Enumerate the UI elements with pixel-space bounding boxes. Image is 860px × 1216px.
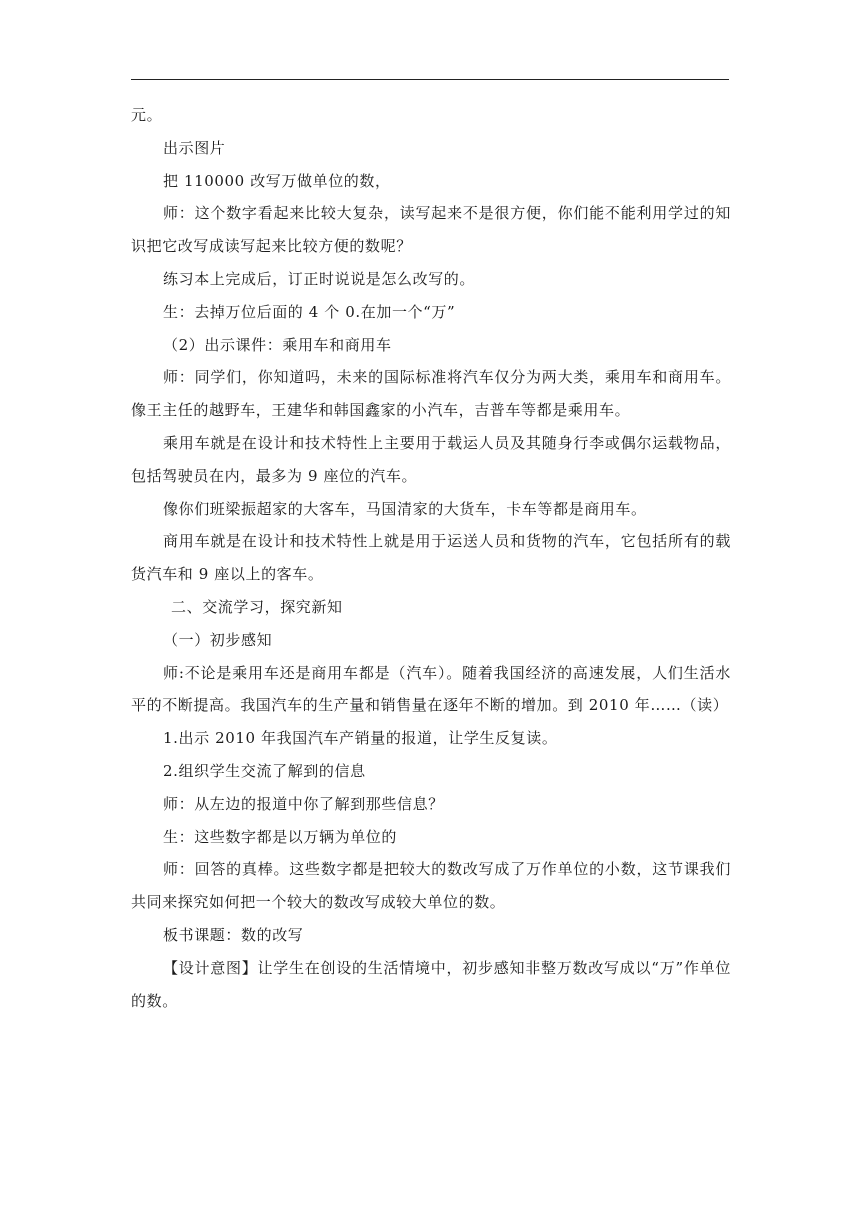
paragraph: 生：去掉万位后面的 4 个 0.在加一个“万” [163, 302, 456, 321]
design-intent-paragraph: 【设计意图】让学生在创设的生活情境中，初步感知非整万数改写成以“万”作单位的数。 [131, 958, 731, 1010]
paragraph: 把 110000 改写万做单位的数， [163, 171, 391, 190]
paragraph: 师：回答的真棒。这些数字都是把较大的数改写成了万作单位的小数，这节课我们共同来探究如何把一个较大的数改写成较大单位的数。 [131, 860, 731, 912]
paragraph: 师：从左边的报道中你了解到那些信息？ [163, 794, 444, 813]
paragraph: 板书课题：数的改写 [163, 925, 304, 944]
subsection-heading: （一）初步感知 [163, 630, 273, 649]
paragraph: 2.组织学生交流了解到的信息 [163, 761, 366, 780]
header-rule [131, 79, 729, 80]
paragraph: 生：这些数字都是以万辆为单位的 [163, 827, 398, 846]
paragraph: 师：同学们，你知道吗，未来的国际标准将汽车仅分为两大类，乘用车和商用车。像王主任的越野车，王建华和韩国鑫家的小汽车，吉普车等都是乘用车。 [131, 368, 731, 420]
paragraph: 师:不论是乘用车还是商用车都是（汽车）。随着我国经济的高速发展，人们生活水平的不断提高。我国汽车的生产量和销售量在逐年不断的增加。到 2010 年……（读） [131, 663, 731, 715]
paragraph: 乘用车就是在设计和技术特性上主要用于载运人员及其随身行李或偶尔运载物品，包括驾驶员在内，最多为 9 座位的汽车。 [131, 433, 731, 485]
paragraph: 元。 [131, 106, 163, 124]
paragraph: 出示图片 [163, 138, 226, 157]
section-heading: 二、交流学习，探究新知 [171, 597, 343, 616]
paragraph: 1.出示 2010 年我国汽车产销量的报道，让学生反复读。 [163, 729, 558, 748]
paragraph: （2）出示课件：乘用车和商用车 [163, 335, 392, 354]
paragraph: 师：这个数字看起来比较大复杂，读写起来不是很方便，你们能不能利用学过的知识把它改写成读写起来比较方便的数呢？ [131, 204, 731, 256]
document-body [131, 99, 731, 1017]
paragraph: 商用车就是在设计和技术特性上就是用于运送人员和货物的汽车，它包括所有的载货汽车和 9 座以上的客车。 [131, 532, 731, 584]
paragraph: 练习本上完成后，订正时说说是怎么改写的。 [163, 269, 476, 288]
paragraph: 像你们班梁振超家的大客车，马国清家的大货车，卡车等都是商用车。 [163, 499, 647, 518]
